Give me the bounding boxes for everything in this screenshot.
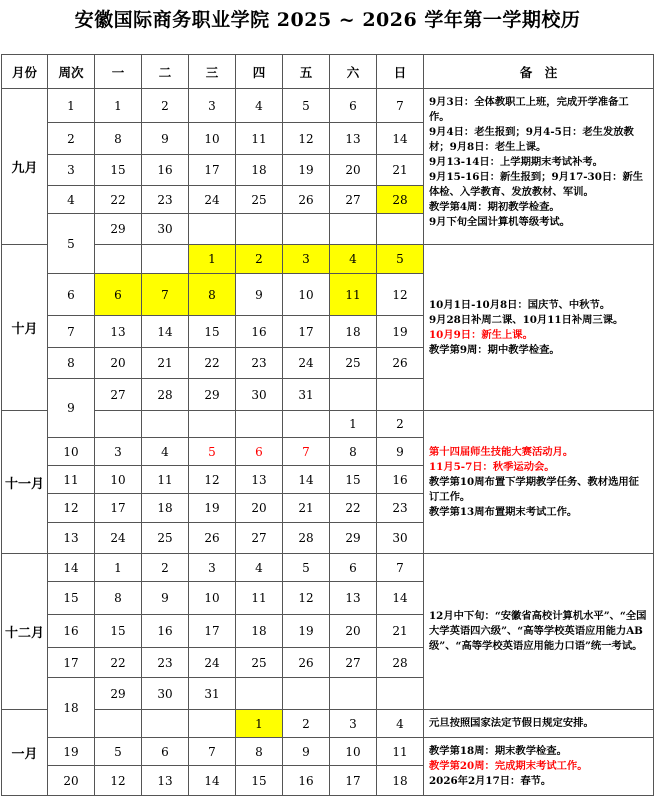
day-cell: 12 (189, 466, 236, 494)
day-cell: 28 (283, 523, 330, 554)
day-cell (142, 710, 189, 738)
day-cell: 6 (236, 438, 283, 466)
note-line: 教学第13周布置期末考试工作。 (429, 505, 578, 518)
day-cell: 26 (377, 348, 424, 379)
note-line: 9月28日补周二课、10月11日补周三课。 (429, 313, 624, 326)
day-cell: 9 (142, 582, 189, 615)
day-cell: 14 (283, 466, 330, 494)
header-week: 周次 (48, 55, 95, 89)
day-cell: 10 (283, 274, 330, 316)
day-cell: 11 (236, 582, 283, 615)
day-cell: 12 (283, 582, 330, 615)
note-line: 教学第18周：期末教学检查。 (429, 745, 567, 757)
table-row (2, 245, 654, 274)
day-cell: 24 (189, 648, 236, 678)
day-cell: 22 (189, 348, 236, 379)
day-cell: 9 (236, 274, 283, 316)
header-day: 二 (142, 55, 189, 89)
day-cell (142, 245, 189, 274)
day-cell: 27 (95, 379, 142, 411)
day-cell: 3 (330, 710, 377, 738)
day-cell (95, 245, 142, 274)
day-cell: 24 (189, 186, 236, 214)
day-cell: 13 (330, 123, 377, 155)
day-cell: 1 (236, 710, 283, 738)
day-cell: 21 (377, 155, 424, 186)
day-cell: 11 (330, 274, 377, 316)
day-cell: 10 (189, 123, 236, 155)
header-day: 六 (330, 55, 377, 89)
day-cell: 17 (95, 494, 142, 523)
day-cell: 18 (236, 155, 283, 186)
header-day: 日 (377, 55, 424, 89)
day-cell: 5 (377, 245, 424, 274)
day-cell: 4 (142, 438, 189, 466)
day-cell (236, 214, 283, 245)
day-cell: 23 (142, 186, 189, 214)
day-cell: 28 (377, 186, 424, 214)
day-cell: 18 (236, 615, 283, 648)
day-cell (95, 710, 142, 738)
header-day: 三 (189, 55, 236, 89)
day-cell: 27 (330, 186, 377, 214)
day-cell (330, 678, 377, 710)
day-cell: 7 (377, 89, 424, 123)
table-row (2, 554, 654, 582)
day-cell: 7 (283, 438, 330, 466)
note-line: 12月中下旬：“安徽省高校计算机水平”、“全国大学英语四六级”、“高等学校英语应用能力AB级”、“高等学校英语应用能力口语”统一考试。 (429, 610, 647, 652)
day-cell: 11 (236, 123, 283, 155)
day-cell: 2 (283, 710, 330, 738)
day-cell: 24 (95, 523, 142, 554)
day-cell: 4 (236, 89, 283, 123)
header-day: 四 (236, 55, 283, 89)
header-row (2, 55, 654, 89)
calendar-table (1, 54, 654, 796)
day-cell: 12 (377, 274, 424, 316)
header-notes: 备 注 (424, 55, 654, 89)
day-cell: 11 (377, 738, 424, 766)
week-cell: 17 (48, 648, 95, 678)
day-cell: 19 (283, 615, 330, 648)
day-cell: 4 (330, 245, 377, 274)
week-cell: 20 (48, 766, 95, 796)
day-cell: 19 (189, 494, 236, 523)
day-cell: 27 (236, 523, 283, 554)
day-cell: 13 (236, 466, 283, 494)
day-cell: 13 (95, 316, 142, 348)
day-cell: 8 (236, 738, 283, 766)
week-cell: 3 (48, 155, 95, 186)
day-cell: 6 (330, 89, 377, 123)
day-cell: 28 (377, 648, 424, 678)
day-cell (377, 379, 424, 411)
day-cell: 7 (142, 274, 189, 316)
day-cell: 14 (142, 316, 189, 348)
day-cell: 30 (142, 214, 189, 245)
day-cell (236, 411, 283, 438)
header-day: 五 (283, 55, 330, 89)
day-cell (95, 411, 142, 438)
day-cell: 10 (189, 582, 236, 615)
day-cell: 13 (142, 766, 189, 796)
day-cell: 5 (283, 554, 330, 582)
month-cell: 一月 (2, 710, 48, 796)
day-cell: 22 (95, 648, 142, 678)
day-cell: 20 (330, 615, 377, 648)
notes-cell (424, 245, 654, 411)
day-cell: 5 (189, 438, 236, 466)
day-cell: 3 (95, 438, 142, 466)
day-cell: 2 (142, 554, 189, 582)
day-cell: 29 (95, 678, 142, 710)
day-cell: 15 (330, 466, 377, 494)
day-cell: 3 (283, 245, 330, 274)
day-cell: 6 (330, 554, 377, 582)
week-cell: 7 (48, 316, 95, 348)
day-cell: 30 (142, 678, 189, 710)
day-cell: 1 (95, 554, 142, 582)
month-cell: 十一月 (2, 411, 48, 554)
week-cell: 12 (48, 494, 95, 523)
notes-cell (424, 411, 654, 554)
day-cell: 23 (377, 494, 424, 523)
day-cell: 28 (142, 379, 189, 411)
day-cell: 8 (95, 123, 142, 155)
day-cell: 5 (283, 89, 330, 123)
table-row (2, 710, 654, 738)
day-cell: 7 (377, 554, 424, 582)
month-cell: 九月 (2, 89, 48, 245)
day-cell: 10 (330, 738, 377, 766)
day-cell: 18 (377, 766, 424, 796)
day-cell: 16 (236, 316, 283, 348)
notes-cell (424, 89, 654, 245)
day-cell: 17 (330, 766, 377, 796)
day-cell: 17 (283, 316, 330, 348)
day-cell: 29 (330, 523, 377, 554)
day-cell: 17 (189, 155, 236, 186)
day-cell: 16 (142, 155, 189, 186)
day-cell: 2 (377, 411, 424, 438)
day-cell (330, 214, 377, 245)
table-row (2, 411, 654, 438)
note-line: 9月4日：老生报到；9月4-5日：老生发放教材；9月8日：老生上课。 (429, 126, 634, 153)
day-cell: 20 (330, 155, 377, 186)
day-cell (283, 678, 330, 710)
day-cell: 25 (330, 348, 377, 379)
note-line: 教学第4周：期初教学检查。 (429, 201, 560, 213)
header-month: 月份 (2, 55, 48, 89)
day-cell (236, 678, 283, 710)
week-cell: 2 (48, 123, 95, 155)
table-row (2, 738, 654, 766)
week-cell: 18 (48, 678, 95, 738)
day-cell: 11 (142, 466, 189, 494)
day-cell: 6 (95, 274, 142, 316)
page-title: 安徽国际商务职业学院 2025 ~ 2026 学年第一学期校历 (74, 9, 581, 31)
day-cell: 25 (236, 186, 283, 214)
day-cell: 21 (377, 615, 424, 648)
week-cell: 16 (48, 615, 95, 648)
day-cell: 4 (377, 710, 424, 738)
week-cell: 11 (48, 466, 95, 494)
day-cell: 6 (142, 738, 189, 766)
day-cell (377, 214, 424, 245)
day-cell (189, 411, 236, 438)
day-cell: 25 (142, 523, 189, 554)
day-cell: 15 (236, 766, 283, 796)
day-cell: 29 (95, 214, 142, 245)
note-line: 2026年2月17日：春节。 (429, 775, 552, 787)
week-cell: 9 (48, 379, 95, 438)
note-line: 10月9日：新生上课。 (429, 328, 533, 341)
day-cell: 3 (189, 554, 236, 582)
day-cell: 19 (377, 316, 424, 348)
day-cell (142, 411, 189, 438)
note-line: 9月13-14日：上学期期末考试补考。 (429, 156, 603, 168)
day-cell: 26 (283, 186, 330, 214)
day-cell: 26 (189, 523, 236, 554)
day-cell: 8 (95, 582, 142, 615)
day-cell: 14 (189, 766, 236, 796)
day-cell: 2 (142, 89, 189, 123)
note-line: 11月5-7日：秋季运动会。 (429, 460, 555, 473)
day-cell: 16 (283, 766, 330, 796)
day-cell: 23 (142, 648, 189, 678)
week-cell: 19 (48, 738, 95, 766)
day-cell: 4 (236, 554, 283, 582)
week-cell: 8 (48, 348, 95, 379)
note-line: 9月15-16日：新生报到；9月17-30日：新生体检、入学教育、发放教材、军训。 (429, 171, 644, 198)
note-line: 9月下旬全国计算机等级考试。 (429, 216, 571, 228)
day-cell: 18 (330, 316, 377, 348)
day-cell: 20 (95, 348, 142, 379)
day-cell: 27 (330, 648, 377, 678)
day-cell (330, 379, 377, 411)
day-cell: 19 (283, 155, 330, 186)
day-cell: 29 (189, 379, 236, 411)
day-cell (283, 214, 330, 245)
day-cell: 5 (95, 738, 142, 766)
month-cell: 十月 (2, 245, 48, 411)
month-cell: 十二月 (2, 554, 48, 710)
day-cell: 30 (377, 523, 424, 554)
day-cell: 21 (283, 494, 330, 523)
day-cell (377, 678, 424, 710)
day-cell: 15 (95, 615, 142, 648)
day-cell: 1 (330, 411, 377, 438)
note-line: 元旦按照国家法定节假日规定安排。 (429, 717, 594, 729)
day-cell (189, 710, 236, 738)
day-cell: 30 (236, 379, 283, 411)
week-cell: 1 (48, 89, 95, 123)
table-row (2, 89, 654, 123)
day-cell: 13 (330, 582, 377, 615)
day-cell: 31 (283, 379, 330, 411)
week-cell: 15 (48, 582, 95, 615)
week-cell: 6 (48, 274, 95, 316)
notes-cell (424, 710, 654, 738)
day-cell (283, 411, 330, 438)
day-cell: 1 (189, 245, 236, 274)
day-cell: 10 (95, 466, 142, 494)
day-cell: 31 (189, 678, 236, 710)
notes-cell (424, 554, 654, 710)
day-cell: 18 (142, 494, 189, 523)
week-cell: 10 (48, 438, 95, 466)
day-cell: 16 (142, 615, 189, 648)
day-cell: 26 (283, 648, 330, 678)
note-line: 教学第10周布置下学期教学任务、教材选用征订工作。 (429, 475, 639, 503)
day-cell: 12 (283, 123, 330, 155)
day-cell: 15 (189, 316, 236, 348)
note-line: 第十四届师生技能大赛活动月。 (429, 445, 574, 458)
note-line: 9月3日：全体教职工上班，完成开学准备工作。 (429, 96, 629, 123)
day-cell: 21 (142, 348, 189, 379)
day-cell: 8 (189, 274, 236, 316)
week-cell: 5 (48, 214, 95, 274)
note-line: 教学第9周：期中教学检查。 (429, 343, 560, 356)
week-cell: 13 (48, 523, 95, 554)
day-cell: 24 (283, 348, 330, 379)
note-line: 教学第20周：完成期末考试工作。 (429, 760, 588, 772)
day-cell: 14 (377, 123, 424, 155)
day-cell: 2 (236, 245, 283, 274)
day-cell: 8 (330, 438, 377, 466)
day-cell: 23 (236, 348, 283, 379)
week-cell: 4 (48, 186, 95, 214)
day-cell: 9 (283, 738, 330, 766)
day-cell: 3 (189, 89, 236, 123)
day-cell: 15 (95, 155, 142, 186)
day-cell: 7 (189, 738, 236, 766)
day-cell: 14 (377, 582, 424, 615)
day-cell: 1 (95, 89, 142, 123)
day-cell: 16 (377, 466, 424, 494)
note-line: 10月1日-10月8日：国庆节、中秋节。 (429, 298, 611, 311)
day-cell: 22 (330, 494, 377, 523)
day-cell: 25 (236, 648, 283, 678)
day-cell: 9 (377, 438, 424, 466)
week-cell: 14 (48, 554, 95, 582)
day-cell: 22 (95, 186, 142, 214)
day-cell: 17 (189, 615, 236, 648)
header-day: 一 (95, 55, 142, 89)
day-cell: 20 (236, 494, 283, 523)
day-cell (189, 214, 236, 245)
notes-cell (424, 738, 654, 796)
day-cell: 12 (95, 766, 142, 796)
day-cell: 9 (142, 123, 189, 155)
